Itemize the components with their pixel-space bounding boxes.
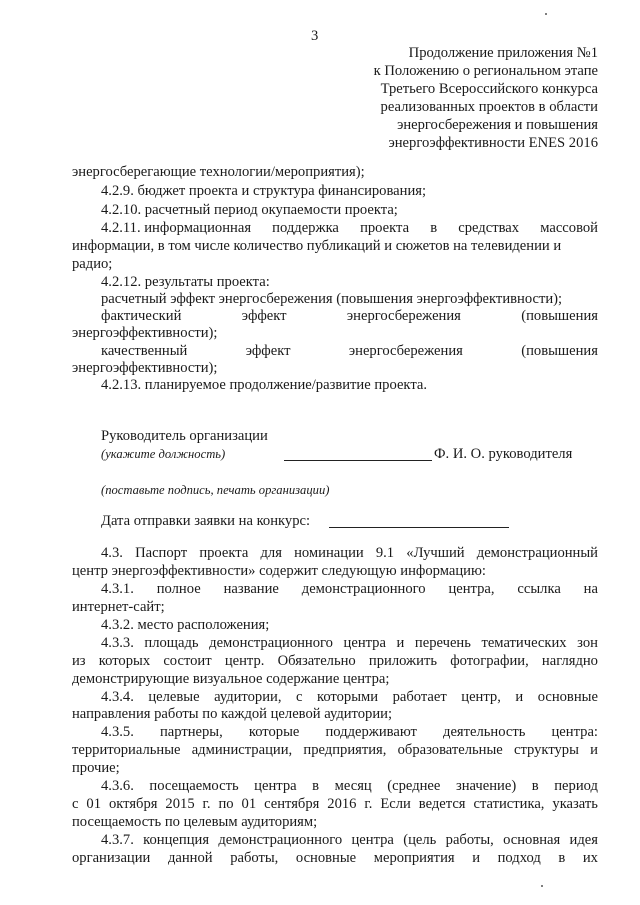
word: 2015 (165, 796, 195, 812)
text-line-justified (101, 581, 598, 597)
header-line-3: Третьего Всероссийского конкурса (380, 81, 598, 97)
word: ведется (418, 796, 466, 812)
word: перечень (414, 635, 471, 651)
text-line-justified (72, 796, 598, 812)
text-line: интернет-сайт; (72, 599, 165, 615)
word: указать (552, 796, 598, 812)
word: которых (98, 653, 151, 669)
word: ссылка (517, 581, 561, 597)
word: Обязательно (277, 653, 356, 669)
text-line: направления работы по каждой целевой аудитории; (72, 706, 393, 722)
text-line: 4.2.9. бюджет проекта и структура финансирования; (101, 183, 427, 199)
word: из (72, 653, 86, 669)
word: название (223, 581, 279, 597)
word: площадь (144, 635, 199, 651)
word: наглядно (541, 653, 598, 669)
word: эффект (241, 308, 287, 324)
word: номинации (294, 545, 364, 561)
word: в (312, 778, 320, 794)
word: 9.1 (375, 545, 395, 561)
word: работает (392, 689, 447, 705)
word: основная (503, 832, 561, 848)
word: целевые (148, 689, 200, 705)
text-line: 4.3.2. место расположения; (101, 617, 270, 633)
text-line-justified (72, 850, 598, 866)
word: территориальные (72, 742, 181, 758)
text-line: информации, в том числе количество публикаций и сюжетов на телевидении и (72, 238, 562, 254)
word: качественный (101, 343, 188, 359)
word: и (515, 689, 524, 705)
word: работы, (230, 850, 279, 866)
word: 4.3.6. (101, 778, 134, 794)
word: основные (537, 689, 598, 705)
word: центр, (461, 689, 501, 705)
word: центра: (551, 724, 598, 740)
text-line: энергосберегающие технологии/мероприятия); (72, 164, 365, 180)
text-line: 4.2.10. расчетный период окупаемости проекта; (101, 202, 398, 218)
word: 01 (241, 796, 257, 812)
scan-dot-top (545, 13, 547, 15)
text-line-justified (101, 689, 598, 705)
word: аудитории, (214, 689, 282, 705)
word: которыми (316, 689, 379, 705)
text-line: радио; (72, 256, 113, 272)
text-line-justified (101, 724, 598, 740)
word: 4.3.7. (101, 832, 134, 848)
word: состоит (163, 653, 212, 669)
word: г. (364, 796, 373, 812)
word: проекта (360, 220, 410, 236)
word: приложить (368, 653, 437, 669)
date-line (329, 527, 509, 528)
word: энергосбережения (346, 308, 461, 324)
word: зон (577, 635, 598, 651)
text-line-justified (101, 308, 598, 324)
word: которые (248, 724, 300, 740)
word: поддерживают (325, 724, 417, 740)
position-hint: (укажите должность) (101, 447, 226, 461)
scan-dot-bottom (541, 885, 543, 887)
word: партнеры, (159, 724, 223, 740)
word: поддержка (272, 220, 339, 236)
word: сентября (264, 796, 320, 812)
word: месяц (334, 778, 372, 794)
word: структуры (513, 742, 579, 758)
text-line: прочие; (72, 760, 120, 776)
word: 4.3.3. (101, 635, 134, 651)
word: посещаемость (149, 778, 239, 794)
text-line: центр энергоэффективности» содержит следующую информацию: (72, 563, 486, 579)
word: демонстрационного (301, 581, 426, 597)
word: 4.2.11. информационная (101, 220, 252, 236)
word: (цель (403, 832, 437, 848)
word: концепция (143, 832, 210, 848)
word: Если (380, 796, 411, 812)
text-line-justified (101, 635, 598, 651)
date-label: Дата отправки заявки на конкурс: (101, 513, 311, 529)
word: основные (295, 850, 357, 866)
word: тематических (481, 635, 567, 651)
text-line: расчетный эффект энергосбережения (повышения энергоэффективности); (101, 291, 563, 307)
text-line: 4.2.13. планируемое продолжение/развитие проекта. (101, 377, 428, 393)
word: центра (254, 778, 297, 794)
word: массовой (540, 220, 598, 236)
word: и (590, 742, 598, 758)
word: данной (167, 850, 213, 866)
text-line-justified (101, 832, 598, 848)
word: предприятия, (303, 742, 387, 758)
word: 2016 (327, 796, 357, 812)
word: и (472, 850, 480, 866)
word: 4.3. (101, 545, 123, 561)
word: г. (202, 796, 211, 812)
word: (повышения (521, 308, 598, 324)
text-line: 4.2.12. результаты проекта: (101, 274, 270, 290)
word: по (218, 796, 234, 812)
word: фактический (101, 308, 182, 324)
word: фотографии, (450, 653, 529, 669)
word: 4.3.5. (101, 724, 134, 740)
page-number: 3 (311, 28, 319, 44)
word: октября (108, 796, 158, 812)
word: для (260, 545, 282, 561)
text-line: посещаемость по целевым аудиториям; (72, 814, 318, 830)
word: демонстрационного (209, 635, 333, 651)
word: 4.3.1. (101, 581, 134, 597)
word: с (295, 689, 303, 705)
word: работы, (445, 832, 494, 848)
word: образовательные (397, 742, 503, 758)
word: эффект (245, 343, 291, 359)
text-line-justified (72, 742, 598, 758)
word: администрации, (191, 742, 293, 758)
signature-head: Руководитель организации (101, 428, 268, 444)
text-line-justified (72, 653, 598, 669)
stamp-hint: (поставьте подпись, печать организации) (101, 483, 330, 497)
text-line-justified (101, 220, 598, 236)
header-line-5: энергосбережения и повышения (397, 117, 598, 133)
text-line-justified (101, 778, 598, 794)
header-line-4: реализованных проектов в области (380, 99, 598, 115)
word: 01 (86, 796, 102, 812)
header-line-2: к Положению о региональном этапе (373, 63, 598, 79)
word: центр. (224, 653, 265, 669)
word: их (582, 850, 598, 866)
word: демонстрационного (218, 832, 343, 848)
word: в (531, 778, 539, 794)
word: Паспорт (135, 545, 188, 561)
word: и (396, 635, 405, 651)
text-line: энергоэффективности); (72, 360, 218, 376)
header-line-1: Продолжение приложения №1 (408, 45, 598, 61)
text-line-justified (101, 545, 598, 561)
word: полное (156, 581, 201, 597)
word: с (72, 796, 79, 812)
word: центра, (448, 581, 495, 597)
word: (среднее (387, 778, 441, 794)
text-line: энергоэффективности); (72, 325, 218, 341)
word: подход (497, 850, 541, 866)
word: статистика, (473, 796, 545, 812)
word: организации (72, 850, 151, 866)
word: энергосбережения (348, 343, 463, 359)
signature-line (284, 460, 432, 461)
word: мероприятия (373, 850, 455, 866)
word: (повышения (521, 343, 598, 359)
word: значение) (455, 778, 517, 794)
word: средствах (458, 220, 520, 236)
word: период (554, 778, 598, 794)
fio-label: Ф. И. О. руководителя (434, 446, 573, 462)
text-line: демонстрирующие визуальное содержание центра; (72, 671, 390, 687)
word: в (430, 220, 438, 236)
word: центра (351, 832, 394, 848)
header-line-6: энергоэффективности ENES 2016 (388, 135, 598, 151)
word: проекта (199, 545, 249, 561)
word: центра (343, 635, 386, 651)
word: на (583, 581, 598, 597)
word: демонстрационный (476, 545, 598, 561)
word: «Лучший (406, 545, 465, 561)
word: идея (569, 832, 598, 848)
text-line-justified (101, 343, 598, 359)
word: деятельность (443, 724, 526, 740)
word: в (558, 850, 566, 866)
word: 4.3.4. (101, 689, 134, 705)
